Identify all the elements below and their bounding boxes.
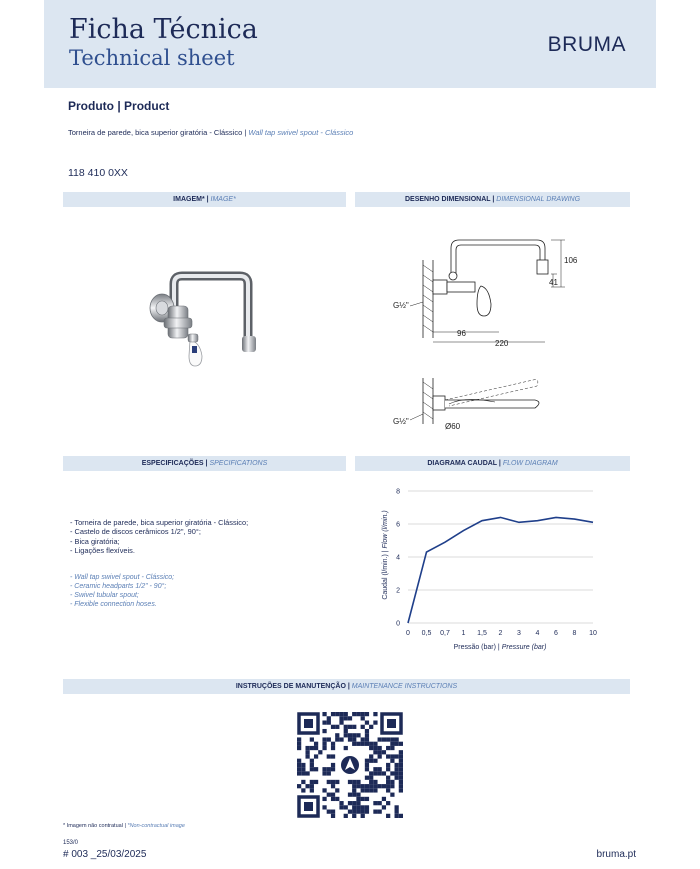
qr-module	[373, 788, 377, 792]
qr-module	[386, 776, 390, 780]
y-tick-label: 0	[396, 620, 400, 628]
qr-module	[365, 737, 369, 741]
qr-module	[373, 712, 377, 716]
qr-module	[331, 746, 335, 750]
flow-y-axis-label: Caudal (l/min.) | Flow (l/min.)	[382, 510, 389, 600]
qr-module	[382, 737, 386, 741]
qr-module	[301, 780, 305, 784]
product-title-en: Product	[124, 99, 170, 113]
qr-module	[382, 784, 386, 788]
y-tick-label: 2	[396, 587, 400, 595]
qr-module	[386, 814, 390, 818]
qr-module	[352, 737, 356, 741]
qr-module	[365, 742, 369, 746]
flow-bar-pt: DIAGRAMA CAUDAL	[427, 460, 497, 467]
qr-module	[314, 767, 318, 771]
qr-module	[344, 712, 348, 716]
qr-module	[365, 733, 369, 737]
qr-module	[301, 763, 305, 767]
qr-module	[314, 742, 318, 746]
qr-module	[361, 712, 365, 716]
x-tick-label: 1	[461, 630, 466, 637]
qr-module	[390, 754, 394, 758]
qr-module	[361, 725, 365, 729]
qr-module	[382, 805, 386, 809]
qr-module	[322, 767, 326, 771]
qr-module	[339, 801, 343, 805]
qr-module	[348, 810, 352, 814]
spec-item-pt: - Bica giratória;	[70, 536, 120, 546]
qr-module	[361, 742, 365, 746]
qr-module	[297, 763, 301, 767]
qr-module	[322, 720, 326, 724]
qr-module	[344, 805, 348, 809]
x-tick-label: 6	[554, 630, 558, 637]
qr-module	[373, 801, 377, 805]
qr-module	[378, 784, 382, 788]
page-number: 153/0	[63, 840, 79, 846]
specs-bar: ESPECIFICAÇÕES | SPECIFICATIONS	[63, 456, 346, 471]
thread-label-bottom: G½"	[393, 417, 409, 426]
qr-module	[335, 737, 339, 741]
spec-item-en: - Swivel tubular spout;	[70, 592, 139, 599]
qr-module	[395, 810, 399, 814]
x-tick-label: 0	[406, 630, 410, 637]
qr-module	[361, 805, 365, 809]
qr-module	[322, 746, 326, 750]
qr-module	[399, 750, 403, 754]
drawing-bar-en: DIMENSIONAL DRAWING	[496, 196, 581, 203]
qr-module	[390, 793, 394, 797]
product-description: Torneira de parede, bica superior giratória - Clássico | Wall tap swivel spout - Clássico	[68, 128, 354, 137]
qr-module	[352, 805, 356, 809]
qr-module	[344, 814, 348, 818]
qr-module	[297, 742, 301, 746]
qr-module	[344, 733, 348, 737]
qr-module	[356, 784, 360, 788]
qr-module	[361, 814, 365, 818]
qr-module	[356, 793, 360, 797]
qr-code[interactable]	[297, 712, 403, 818]
x-tick-label: 2	[498, 630, 503, 637]
qr-module	[390, 742, 394, 746]
qr-module	[361, 788, 365, 792]
qr-module	[365, 776, 369, 780]
qr-module	[373, 771, 377, 775]
qr-module	[356, 805, 360, 809]
qr-module	[365, 763, 369, 767]
dim-60: Ø60	[445, 422, 461, 431]
qr-module	[314, 754, 318, 758]
qr-module	[365, 810, 369, 814]
qr-module	[327, 716, 331, 720]
qr-module	[369, 784, 373, 788]
qr-module	[378, 810, 382, 814]
qr-module	[395, 754, 399, 758]
qr-module	[386, 737, 390, 741]
qr-module	[297, 784, 301, 788]
dim-96: 96	[457, 329, 466, 338]
website-link[interactable]: bruma.pt	[596, 849, 636, 860]
qr-module	[365, 797, 369, 801]
qr-module	[369, 742, 373, 746]
qr-module	[322, 771, 326, 775]
qr-module	[322, 737, 326, 741]
qr-module	[399, 784, 403, 788]
qr-module	[369, 759, 373, 763]
qr-module	[386, 754, 390, 758]
qr-module	[369, 771, 373, 775]
qr-module	[356, 733, 360, 737]
qr-module	[322, 742, 326, 746]
qr-module	[373, 742, 377, 746]
title-pt: Ficha Técnica	[69, 14, 258, 45]
qr-module	[297, 737, 301, 741]
dim-220: 220	[495, 339, 509, 348]
qr-module	[352, 810, 356, 814]
spec-item-en: - Wall tap swivel spout - Clássico;	[70, 574, 175, 581]
qr-module	[378, 771, 382, 775]
qr-module	[339, 805, 343, 809]
qr-module	[373, 750, 377, 754]
qr-module	[327, 780, 331, 784]
qr-module	[310, 763, 314, 767]
qr-module	[339, 716, 343, 720]
qr-module	[335, 797, 339, 801]
qr-module	[386, 746, 390, 750]
qr-module	[386, 763, 390, 767]
qr-module	[390, 746, 394, 750]
qr-module	[386, 801, 390, 805]
qr-module	[335, 788, 339, 792]
qr-module	[327, 754, 331, 758]
qr-module	[344, 746, 348, 750]
qr-module	[327, 810, 331, 814]
note-en: *Non-contractual image	[127, 823, 185, 829]
qr-module	[348, 737, 352, 741]
qr-module	[395, 771, 399, 775]
qr-module	[373, 810, 377, 814]
qr-module	[348, 716, 352, 720]
qr-module	[390, 784, 394, 788]
dim-106: 106	[564, 256, 578, 265]
qr-module	[331, 814, 335, 818]
qr-module	[348, 780, 352, 784]
qr-module	[335, 780, 339, 784]
qr-module	[352, 814, 356, 818]
dim-41: 41	[549, 278, 558, 287]
qr-module	[399, 742, 403, 746]
ylabel-en: Flow (l/min.)	[382, 510, 389, 549]
qr-module	[327, 793, 331, 797]
qr-module	[373, 720, 377, 724]
document-id: # 003 _25/03/2025	[63, 849, 147, 860]
product-section-title: Produto | Product	[68, 99, 170, 113]
qr-module	[339, 712, 343, 716]
qr-module	[395, 737, 399, 741]
qr-module	[386, 780, 390, 784]
maintenance-bar: INSTRUÇÕES DE MANUTENÇÃO | MAINTENANCE INSTRUCTIONS	[63, 679, 630, 694]
spec-item-en: - Flexible connection hoses.	[70, 601, 157, 608]
qr-module	[348, 733, 352, 737]
qr-module	[395, 814, 399, 818]
qr-module	[301, 788, 305, 792]
qr-module	[399, 780, 403, 784]
qr-module	[390, 780, 394, 784]
qr-module	[352, 780, 356, 784]
qr-module	[331, 754, 335, 758]
qr-module	[369, 725, 373, 729]
flow-diagram-chart	[375, 480, 615, 655]
specs-list-pt	[70, 518, 248, 556]
qr-module	[348, 725, 352, 729]
qr-module	[344, 716, 348, 720]
qr-module	[344, 725, 348, 729]
qr-module	[369, 788, 373, 792]
specs-bar-pt: ESPECIFICAÇÕES	[141, 460, 204, 467]
qr-module	[322, 788, 326, 792]
qr-module	[348, 801, 352, 805]
qr-module	[352, 784, 356, 788]
qr-module	[365, 729, 369, 733]
qr-module	[331, 784, 335, 788]
qr-module	[356, 797, 360, 801]
qr-module	[373, 767, 377, 771]
qr-module	[361, 810, 365, 814]
qr-module	[395, 805, 399, 809]
faucet-product-image	[140, 262, 280, 372]
qr-module	[331, 793, 335, 797]
flow-x-axis-label: Pressão (bar) | Pressure (bar)	[453, 644, 547, 651]
qr-module	[382, 750, 386, 754]
qr-module	[382, 797, 386, 801]
qr-module	[399, 776, 403, 780]
qr-module	[399, 814, 403, 818]
qr-module	[322, 805, 326, 809]
qr-module	[365, 788, 369, 792]
qr-module	[301, 767, 305, 771]
drawing-bar-pt: DESENHO DIMENSIONAL	[404, 196, 491, 203]
y-tick-label: 6	[396, 521, 400, 529]
maint-bar-en: MAINTENANCE INSTRUCTIONS	[351, 683, 458, 690]
x-tick-label: 3	[517, 630, 521, 637]
qr-module	[395, 763, 399, 767]
qr-module	[352, 712, 356, 716]
qr-module	[310, 737, 314, 741]
qr-module	[365, 805, 369, 809]
qr-module	[339, 737, 343, 741]
image-bar-pt: IMAGEM*	[173, 196, 205, 203]
qr-module	[327, 737, 331, 741]
qr-module	[361, 737, 365, 741]
description-en: Wall tap swivel spout - Clássico	[248, 128, 354, 137]
qr-module	[335, 733, 339, 737]
qr-module	[297, 746, 301, 750]
qr-module	[356, 780, 360, 784]
qr-module	[399, 754, 403, 758]
qr-module	[344, 729, 348, 733]
qr-module	[395, 767, 399, 771]
ylabel-pt: Caudal (l/min.)	[382, 554, 389, 600]
qr-module	[399, 767, 403, 771]
qr-module	[373, 784, 377, 788]
qr-module	[369, 754, 373, 758]
qr-module	[356, 742, 360, 746]
qr-module	[305, 754, 309, 758]
qr-module	[365, 720, 369, 724]
header-banner	[44, 0, 656, 88]
qr-module	[395, 776, 399, 780]
qr-module	[322, 729, 326, 733]
brand-logo: BRUMA	[547, 33, 626, 56]
qr-module	[386, 784, 390, 788]
product-code: 118 410 0XX	[68, 167, 128, 179]
xlabel-pt: Pressão (bar)	[453, 644, 496, 651]
qr-module	[310, 767, 314, 771]
specs-bar-en: SPECIFICATIONS	[209, 460, 268, 467]
y-tick-label: 4	[396, 554, 400, 562]
flow-series-line	[408, 517, 593, 623]
qr-module	[356, 810, 360, 814]
qr-module	[378, 746, 382, 750]
qr-module	[305, 771, 309, 775]
qr-module	[378, 801, 382, 805]
qr-module	[301, 771, 305, 775]
qr-module	[361, 716, 365, 720]
qr-module	[386, 788, 390, 792]
qr-module	[356, 712, 360, 716]
qr-module	[297, 759, 301, 763]
qr-module	[399, 771, 403, 775]
qr-module	[352, 742, 356, 746]
qr-module	[322, 712, 326, 716]
qr-module	[348, 793, 352, 797]
qr-module	[331, 712, 335, 716]
qr-module	[369, 776, 373, 780]
y-tick-label: 8	[396, 488, 400, 496]
qr-module	[365, 759, 369, 763]
qr-module	[318, 750, 322, 754]
xlabel-en: Pressure (bar)	[501, 644, 547, 651]
qr-module	[331, 742, 335, 746]
qr-module	[352, 725, 356, 729]
qr-module	[327, 767, 331, 771]
image-disclaimer: * Imagem não contratual | *Non-contractual image	[63, 823, 185, 829]
flow-bar: DIAGRAMA CAUDAL | FLOW DIAGRAM	[355, 456, 630, 471]
description-pt: Torneira de parede, bica superior giratória - Clássico	[68, 128, 243, 137]
spec-item-en: - Ceramic headparts 1/2" - 90°;	[70, 583, 167, 590]
product-title-pt: Produto	[68, 99, 114, 113]
x-tick-label: 0,7	[440, 630, 450, 637]
qr-module	[390, 737, 394, 741]
qr-module	[305, 784, 309, 788]
qr-module	[352, 793, 356, 797]
qr-module	[331, 763, 335, 767]
qr-module	[314, 780, 318, 784]
specs-list-en	[70, 573, 174, 609]
x-tick-label: 0,5	[421, 630, 432, 637]
note-pt: * Imagem não contratual	[63, 823, 123, 829]
qr-module	[378, 750, 382, 754]
qr-module	[369, 780, 373, 784]
qr-module	[373, 759, 377, 763]
drawing-bar: DESENHO DIMENSIONAL | DIMENSIONAL DRAWING	[355, 192, 630, 207]
qr-module	[382, 771, 386, 775]
qr-module	[378, 767, 382, 771]
maint-bar-pt: INSTRUÇÕES DE MANUTENÇÃO	[235, 683, 346, 690]
qr-module	[331, 780, 335, 784]
qr-module	[369, 746, 373, 750]
qr-module	[373, 780, 377, 784]
qr-module	[399, 759, 403, 763]
qr-module	[361, 797, 365, 801]
qr-module	[352, 733, 356, 737]
x-tick-label: 10	[589, 630, 597, 637]
qr-module	[361, 784, 365, 788]
qr-module	[378, 737, 382, 741]
qr-module	[373, 746, 377, 750]
qr-module	[399, 763, 403, 767]
qr-module	[352, 801, 356, 805]
qr-module	[314, 746, 318, 750]
title-en: Technical sheet	[69, 46, 235, 70]
x-tick-label: 4	[535, 630, 540, 637]
image-bar-en: IMAGE*	[210, 196, 236, 203]
spec-item-pt: - Torneira de parede, bica superior giratória - Clássico;	[70, 518, 249, 527]
image-bar: IMAGEM* | IMAGE*	[63, 192, 346, 207]
qr-module	[390, 771, 394, 775]
qr-module	[386, 767, 390, 771]
qr-module	[395, 742, 399, 746]
qr-module	[378, 754, 382, 758]
x-tick-label: 8	[572, 630, 577, 637]
qr-module	[356, 801, 360, 805]
qr-module	[327, 771, 331, 775]
qr-module	[390, 759, 394, 763]
qr-module	[310, 759, 314, 763]
qr-module	[331, 767, 335, 771]
qr-module	[305, 746, 309, 750]
qr-module	[339, 720, 343, 724]
qr-module	[310, 746, 314, 750]
qr-module	[335, 712, 339, 716]
spec-item-pt: - Castelo de discos cerâmicos 1/2", 90°;	[70, 527, 201, 537]
qr-module	[331, 810, 335, 814]
qr-module	[331, 797, 335, 801]
qr-module	[310, 780, 314, 784]
qr-module	[352, 788, 356, 792]
qr-module	[310, 788, 314, 792]
flow-bar-en: FLOW DIAGRAM	[502, 460, 558, 467]
qr-module	[297, 771, 301, 775]
qr-module	[297, 767, 301, 771]
qr-module	[305, 750, 309, 754]
spec-item-pt: - Ligações flexíveis.	[70, 546, 135, 556]
qr-module	[365, 712, 369, 716]
qr-module	[365, 784, 369, 788]
qr-module	[310, 784, 314, 788]
qr-module	[331, 725, 335, 729]
thread-label-top: G½"	[393, 301, 409, 310]
qr-module	[365, 767, 369, 771]
dimensional-drawing	[385, 230, 585, 440]
qr-module	[322, 797, 326, 801]
qr-module	[335, 725, 339, 729]
x-tick-label: 1,5	[477, 630, 487, 637]
qr-module	[327, 720, 331, 724]
qr-module	[399, 788, 403, 792]
